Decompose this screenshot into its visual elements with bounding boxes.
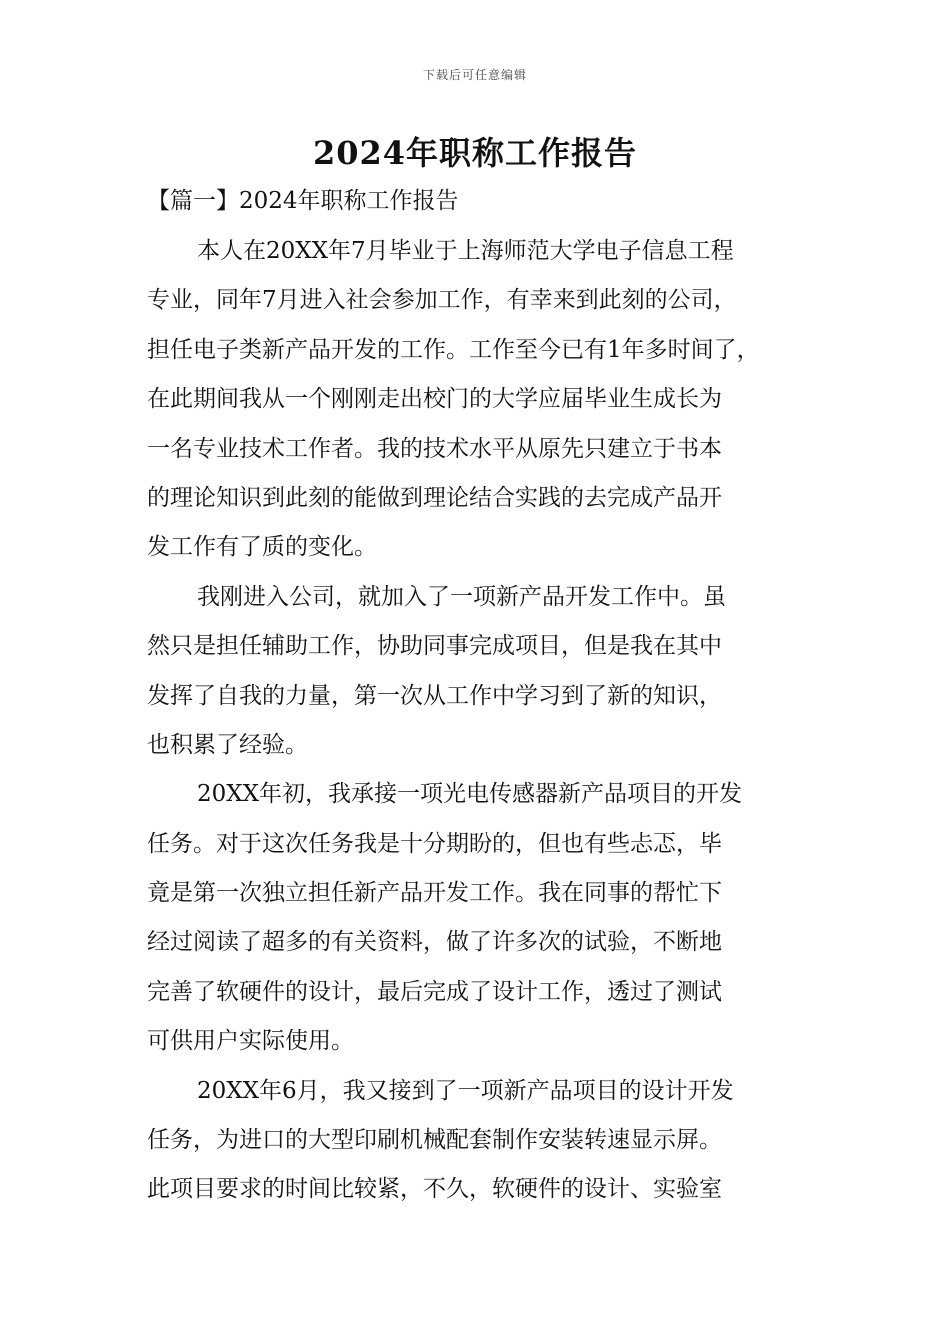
document-body: [147, 227, 809, 1215]
paragraph-line: 也积累了经验。: [147, 731, 308, 758]
paragraph-line: 此项目要求的时间比较紧，不久，软硬件的设计、实验室: [147, 1176, 722, 1203]
paragraph-line: 经过阅读了超多的有关资料，做了许多次的试验，不断地: [147, 929, 722, 956]
paragraph-line: 然只是担任辅助工作，协助同事完成项目，但是我在其中: [147, 633, 722, 660]
paragraph-line: 20XX年6月，我又接到了一项新产品项目的设计开发: [197, 1077, 734, 1104]
paragraph-line: 我刚进入公司，就加入了一项新产品开发工作中。虽: [197, 583, 726, 610]
paragraph-line: 在此期间我从一个刚刚走出校门的大学应届毕业生成长为: [147, 386, 722, 413]
paragraph-line: 竟是第一次独立担任新产品开发工作。我在同事的帮忙下: [147, 880, 722, 907]
paragraph-line: 担任电子类新产品开发的工作。工作至今已有1年多时间了，: [147, 336, 760, 363]
section-heading: 【篇一】2024年职称工作报告: [147, 188, 459, 214]
header-note: 下载后可任意编辑: [422, 68, 527, 82]
paragraph-line: 专业，同年7月进入社会参加工作，有幸来到此刻的公司，: [147, 287, 737, 314]
paragraph-line: 可供用户实际使用。: [147, 1028, 354, 1055]
paragraph-line: 完善了软硬件的设计，最后完成了设计工作，透过了测试: [147, 978, 722, 1005]
paragraph-line: 发工作有了质的变化。: [147, 534, 377, 561]
paragraph-line: 本人在20XX年7月毕业于上海师范大学电子信息工程: [197, 238, 734, 264]
paragraph-line: 任务，为进口的大型印刷机械配套制作安装转速显示屏。: [147, 1127, 722, 1154]
paragraph-line: 的理论知识到此刻的能做到理论结合实践的去完成产品开: [147, 484, 722, 511]
paragraph-line: 20XX年初，我承接一项光电传感器新产品项目的开发: [197, 781, 743, 808]
document-title: 2024年职称工作报告: [312, 134, 638, 172]
paragraph-line: 任务。对于这次任务我是十分期盼的，但也有些忐忑，毕: [147, 830, 722, 857]
paragraph-line: 发挥了自我的力量，第一次从工作中学习到了新的知识，: [147, 682, 722, 709]
paragraph-line: 一名专业技术工作者。我的技术水平从原先只建立于书本: [147, 435, 722, 462]
